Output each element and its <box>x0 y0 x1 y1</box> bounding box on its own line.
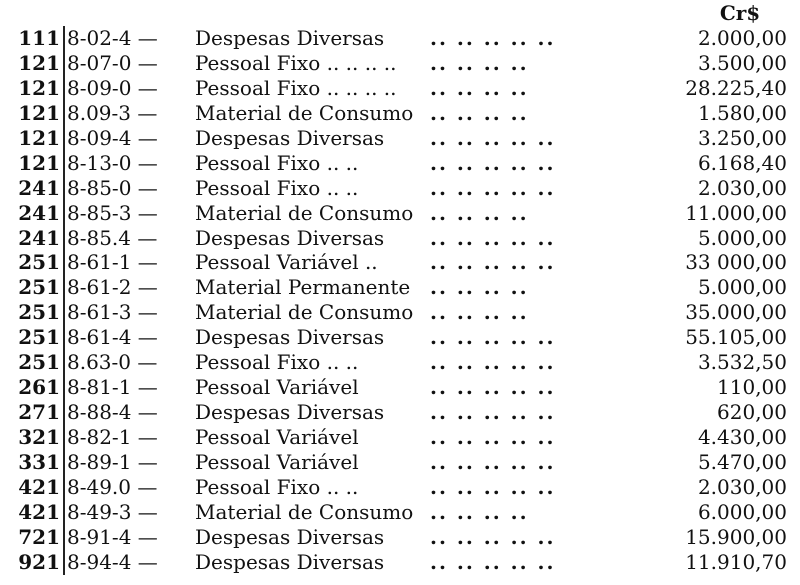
item-code: 8-02-4 — <box>67 26 158 50</box>
leader-dots: .. .. .. .. .. <box>430 175 556 200</box>
item-amount: 5.000,00 <box>697 225 787 250</box>
table-row <box>0 26 800 51</box>
table-row <box>0 176 800 201</box>
column-separator <box>63 300 65 325</box>
column-separator <box>63 26 65 51</box>
table-row <box>0 126 800 151</box>
column-separator <box>63 475 65 500</box>
unit-code: 251 <box>18 300 60 325</box>
item-code: 8-09-0 — <box>67 75 158 100</box>
item-code: 8-91-4 — <box>67 524 158 549</box>
leader-dots: .. .. .. .. <box>430 499 529 524</box>
unit-code: 261 <box>18 375 60 400</box>
column-separator <box>63 375 65 400</box>
table-row <box>0 51 800 76</box>
item-code: 8-61-1 — <box>67 250 158 275</box>
unit-code: 121 <box>18 75 60 100</box>
leader-dots: .. .. .. .. .. <box>430 325 556 350</box>
column-separator <box>63 450 65 475</box>
item-amount: 3.500,00 <box>697 50 787 75</box>
table-row <box>0 425 800 450</box>
leader-dots: .. .. .. .. .. <box>430 225 556 250</box>
unit-code: 321 <box>18 425 60 449</box>
unit-code: 251 <box>18 325 60 350</box>
column-separator <box>63 275 65 300</box>
column-separator <box>63 500 65 525</box>
column-separator <box>63 201 65 226</box>
item-amount: 35.000,00 <box>685 300 787 325</box>
item-amount: 1.580,00 <box>697 100 787 125</box>
leader-dots: .. .. .. .. .. <box>430 549 556 574</box>
leader-dots: .. .. .. .. .. <box>430 250 556 275</box>
item-code: 8-85.4 — <box>67 225 158 250</box>
item-description: Despesas Diversas <box>195 325 385 350</box>
column-separator <box>63 525 65 550</box>
item-description: Pessoal Fixo .. .. <box>195 474 359 499</box>
item-code: 8-13-0 — <box>67 150 158 175</box>
column-separator <box>63 151 65 176</box>
column-separator <box>63 350 65 375</box>
item-code: 8-81-1 — <box>67 375 158 400</box>
unit-code: 121 <box>18 125 60 150</box>
item-code: 8.63-0 — <box>67 350 158 375</box>
item-description: Pessoal Variável .. <box>195 250 378 275</box>
item-code: 8-89-1 — <box>67 449 158 474</box>
unit-code: 421 <box>18 499 60 524</box>
item-description: Pessoal Fixo .. .. <box>195 175 359 200</box>
leader-dots: .. .. .. .. .. <box>430 375 556 400</box>
item-code: 8-82-1 — <box>67 425 158 449</box>
leader-dots: .. .. .. .. <box>430 275 529 300</box>
table-row <box>0 250 800 275</box>
unit-code: 241 <box>18 175 60 200</box>
table-row <box>0 500 800 525</box>
item-amount: 620,00 <box>717 400 787 425</box>
item-description: Despesas Diversas <box>195 125 385 150</box>
unit-code: 421 <box>18 474 60 499</box>
item-description: Pessoal Fixo .. .. <box>195 350 359 375</box>
item-description: Material de Consumo <box>195 300 414 325</box>
unit-code: 271 <box>18 400 60 425</box>
table-row <box>0 550 800 575</box>
unit-code: 331 <box>18 449 60 474</box>
leader-dots: .. .. .. .. <box>430 300 529 325</box>
item-amount: 6.000,00 <box>697 499 787 524</box>
item-description: Despesas Diversas <box>195 26 385 50</box>
unit-code: 121 <box>18 100 60 125</box>
item-amount: 11.000,00 <box>685 200 787 225</box>
table-row <box>0 300 800 325</box>
item-amount: 2.030,00 <box>697 175 787 200</box>
item-code: 8-61-4 — <box>67 325 158 350</box>
leader-dots: .. .. .. .. .. <box>430 150 556 175</box>
item-amount: 55.105,00 <box>685 325 787 350</box>
column-separator <box>63 76 65 101</box>
leader-dots: .. .. .. .. .. <box>430 125 556 150</box>
item-code: 8-94-4 — <box>67 549 158 574</box>
column-separator <box>63 51 65 76</box>
item-amount: 110,00 <box>717 375 787 400</box>
item-code: 8-85-3 — <box>67 200 158 225</box>
item-amount: 6.168,40 <box>697 150 787 175</box>
leader-dots: .. .. .. .. <box>430 50 529 75</box>
item-code: 8-49.0 — <box>67 474 158 499</box>
item-description: Pessoal Variável <box>195 375 359 400</box>
column-separator <box>63 550 65 575</box>
leader-dots: .. .. .. .. .. <box>430 449 556 474</box>
item-amount: 28.225,40 <box>685 75 787 100</box>
table-row <box>0 450 800 475</box>
item-description: Despesas Diversas <box>195 524 385 549</box>
unit-code: 241 <box>18 200 60 225</box>
table-row <box>0 226 800 251</box>
unit-code: 721 <box>18 524 60 549</box>
item-code: 8-09-4 — <box>67 125 158 150</box>
item-description: Pessoal Fixo .. .. .. .. <box>195 75 397 100</box>
item-description: Material Permanente <box>195 275 411 300</box>
item-amount: 5.000,00 <box>697 275 787 300</box>
item-amount: 2.030,00 <box>697 474 787 499</box>
unit-code: 251 <box>18 350 60 375</box>
item-code: 8-61-3 — <box>67 300 158 325</box>
column-separator <box>63 126 65 151</box>
column-separator <box>63 250 65 275</box>
table-row <box>0 201 800 226</box>
table-row <box>0 350 800 375</box>
budget-table <box>0 26 800 575</box>
item-code: 8.09-3 — <box>67 100 158 125</box>
unit-code: 121 <box>18 150 60 175</box>
item-description: Material de Consumo <box>195 200 414 225</box>
table-row <box>0 525 800 550</box>
leader-dots: .. .. .. .. .. <box>430 350 556 375</box>
item-description: Pessoal Fixo .. .. <box>195 150 359 175</box>
column-separator <box>63 101 65 126</box>
table-row <box>0 325 800 350</box>
table-row <box>0 400 800 425</box>
item-description: Pessoal Variável <box>195 449 359 474</box>
column-separator <box>63 176 65 201</box>
leader-dots: .. .. .. .. .. <box>430 400 556 425</box>
unit-code: 111 <box>18 26 60 50</box>
unit-code: 921 <box>18 549 60 574</box>
item-code: 8-85-0 — <box>67 175 158 200</box>
unit-code: 251 <box>18 275 60 300</box>
leader-dots: .. .. .. .. .. <box>430 26 556 50</box>
item-code: 8-07-0 — <box>67 50 158 75</box>
item-amount: 33 000,00 <box>685 250 787 275</box>
item-description: Despesas Diversas <box>195 549 385 574</box>
item-code: 8-49-3 — <box>67 499 158 524</box>
item-amount: 3.250,00 <box>697 125 787 150</box>
item-description: Pessoal Variável <box>195 425 359 449</box>
item-amount: 3.532,50 <box>697 350 787 375</box>
unit-code: 241 <box>18 225 60 250</box>
table-row <box>0 475 800 500</box>
item-description: Despesas Diversas <box>195 400 385 425</box>
item-amount: 4.430,00 <box>697 425 787 449</box>
item-code: 8-88-4 — <box>67 400 158 425</box>
table-row <box>0 76 800 101</box>
column-separator <box>63 325 65 350</box>
currency-header: Cr$ <box>719 1 761 25</box>
item-amount: 5.470,00 <box>697 449 787 474</box>
column-separator <box>63 226 65 251</box>
leader-dots: .. .. .. .. .. <box>430 425 556 449</box>
column-separator <box>63 400 65 425</box>
column-separator <box>63 425 65 450</box>
item-amount: 15.900,00 <box>685 524 787 549</box>
item-description: Material de Consumo <box>195 100 414 125</box>
leader-dots: .. .. .. .. <box>430 100 529 125</box>
item-amount: 2.000,00 <box>697 26 787 50</box>
item-amount: 11.910,70 <box>685 549 787 574</box>
leader-dots: .. .. .. .. <box>430 75 529 100</box>
item-code: 8-61-2 — <box>67 275 158 300</box>
item-description: Despesas Diversas <box>195 225 385 250</box>
leader-dots: .. .. .. .. <box>430 200 529 225</box>
table-row <box>0 151 800 176</box>
item-description: Material de Consumo <box>195 499 414 524</box>
unit-code: 121 <box>18 50 60 75</box>
unit-code: 251 <box>18 250 60 275</box>
leader-dots: .. .. .. .. .. <box>430 474 556 499</box>
table-row <box>0 101 800 126</box>
item-description: Pessoal Fixo .. .. .. .. <box>195 50 397 75</box>
table-row <box>0 375 800 400</box>
table-row <box>0 275 800 300</box>
leader-dots: .. .. .. .. .. <box>430 524 556 549</box>
